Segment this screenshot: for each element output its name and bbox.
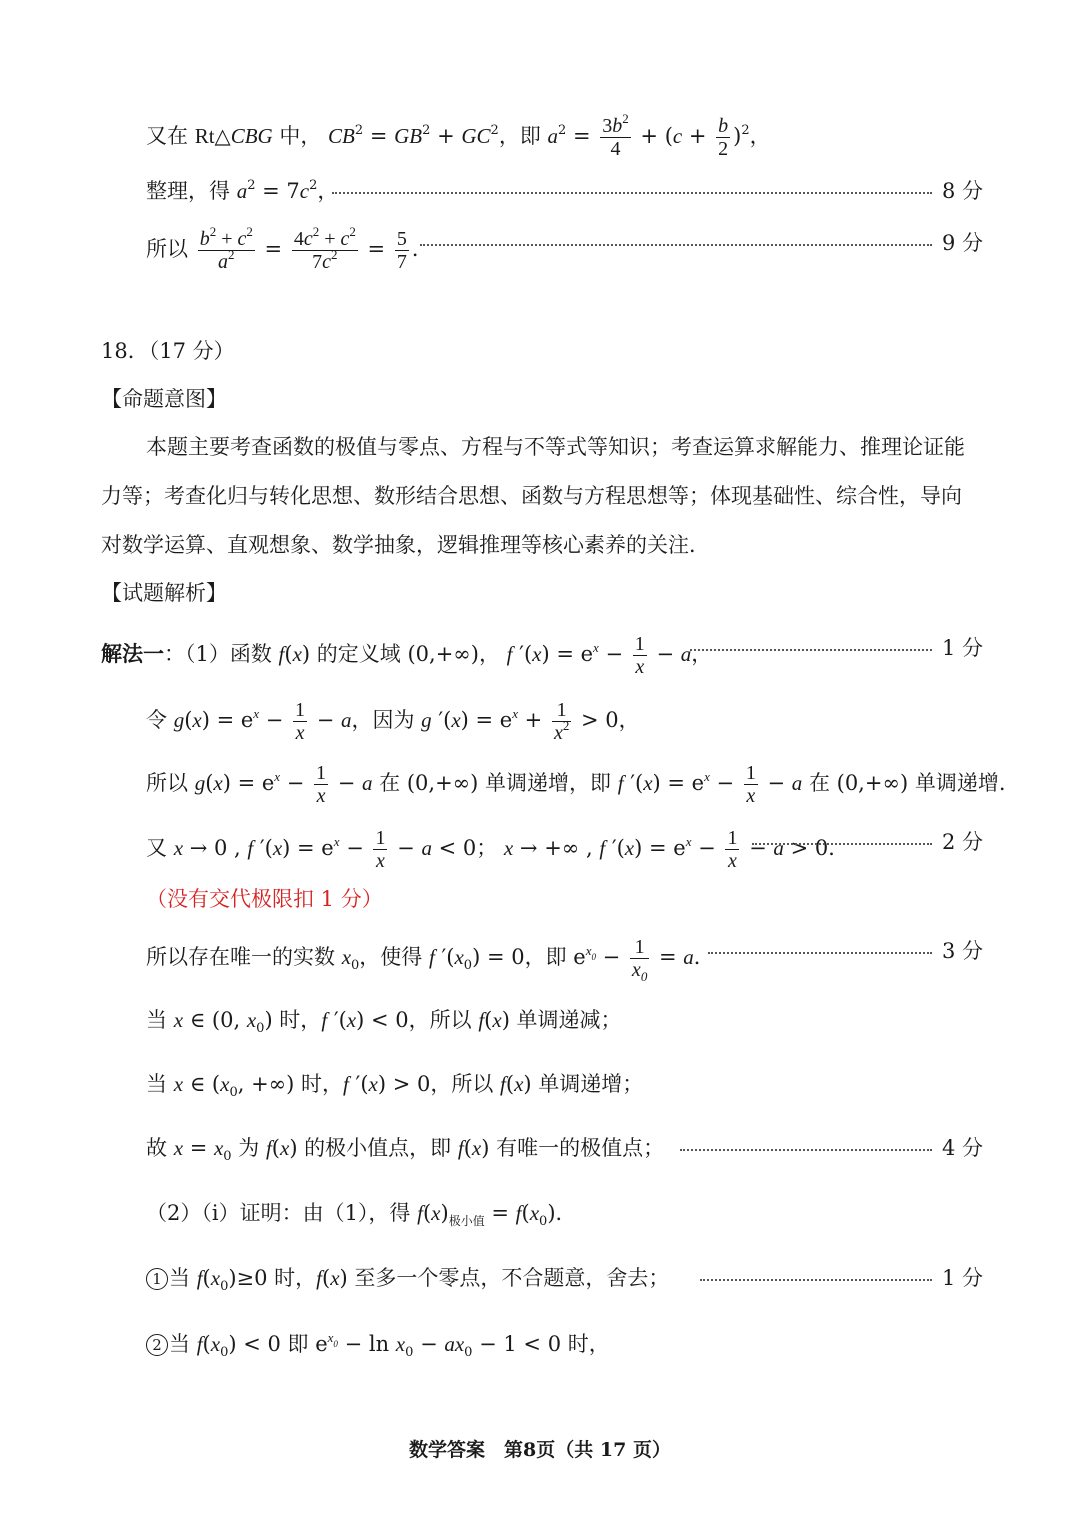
score-4: 4 分	[942, 1136, 984, 1160]
method-label: 解法一	[101, 641, 164, 666]
solution-step-4: 又 x → 0 , f $'(x) = e^x$ − $\frac{1}{x}$ − a < 0； x → +∞ , f $'(x) = e^x$ − $\frac{1}{x}$ − a > 0．	[146, 827, 850, 872]
score-9: 9 分	[942, 231, 984, 255]
case-number-1: 1	[146, 1268, 168, 1290]
solution-step-1: 解法一：（1）函数 f(x) 的定义域 (0,+∞)， f $'(x) = e^x$ − $\frac{1}{x}$ − a，	[101, 633, 713, 678]
score-1-part2: 1 分	[942, 1266, 984, 1290]
leader-dots	[700, 1279, 932, 1281]
question-18-heading: 18．（17 分）	[101, 339, 235, 363]
simplify-line: 整理，得 $a^2 = 7c^2$，	[146, 178, 339, 203]
solution-step-9: 故 $x = x_0$ 为 f(x) 的极小值点，即 f(x) 有唯一的极值点；	[146, 1136, 665, 1164]
leader-dots	[420, 244, 932, 246]
analysis-title: 【试题解析】	[101, 581, 227, 605]
deduction-note: （没有交代极限扣 1 分）	[146, 887, 383, 911]
intent-paragraph-line-2: 力等；考查化归与转化思想、数形结合思想、函数与方程思想等；体现基础性、综合性，导向	[101, 484, 962, 508]
intent-title: 【命题意图】	[101, 387, 227, 411]
leader-dots	[690, 649, 932, 651]
solution-step-10: （2）（i）证明：由（1），得 $f(x)_{极小值} = f(x_0)$．	[146, 1201, 577, 1229]
leader-dots	[752, 843, 932, 845]
score-8: 8 分	[942, 179, 984, 203]
solution-case-1: 1 当 $f(x_0)\ge 0$ 时，f(x) 至多一个零点，不合题意，舍去；	[146, 1263, 669, 1293]
intent-paragraph-line-3: 对数学运算、直观想象、数学抽象，逻辑推理等核心素养的关注．	[101, 533, 710, 557]
solution-step-3: 所以 $g(x) = e^x$ − $\frac{1}{x}$ − a 在 (0,+∞) 单调递增，即 f $'(x) = e^x$ − $\frac{1}{x}$ − a 在 (0,+∞) 单调递增.	[146, 762, 1006, 807]
solution-step-7: 当 x ∈ (0, $x_0$) 时，f ′(x) < 0，所以 f(x) 单调递减；	[146, 1008, 622, 1036]
case-number-2: 2	[146, 1334, 168, 1356]
solution-step-6: 所以存在唯一的实数 $x_0$，使得 f $'(x_0) = 0$，即 $e^{x_0}$ − $\frac{1}{x_0}$ = a．	[146, 936, 715, 984]
solution-case-2: 2 当 $f(x_0) < 0$ 即 $e^{x_0} - \ln x_0 - ax_0 - 1 < 0$ 时，	[146, 1329, 610, 1359]
solution-step-8: 当 x ∈ ($x_0$, +∞) 时，f ′(x) > 0，所以 f(x) 单调递增；	[146, 1072, 644, 1100]
score-3: 3 分	[942, 939, 984, 963]
score-2: 2 分	[942, 830, 984, 854]
page-footer: 数学答案 第8页（共 17 页）	[409, 1439, 671, 1461]
intent-paragraph-line-1: 本题主要考查函数的极值与零点、方程与不等式等知识；考查运算求解能力、推理论证能	[146, 435, 965, 459]
score-1: 1 分	[942, 636, 984, 660]
leader-dots	[332, 192, 932, 194]
triangle-relation-line: 又在 Rt△CBG 中， $CB^2 = GB^2 + GC^2$，即 $a^2$ = $\frac{3b^2}{4}$ + (c + $\frac{b}{2}$ )$^2$，	[146, 111, 771, 160]
solution-step-2: 令 $g(x) = e^x$ − $\frac{1}{x}$ − a，因为 g $'(x) = e^x$ + $\frac{1}{x^2}$ > 0，	[146, 699, 640, 744]
ratio-line: 所以 $\frac{b^2 + c^2}{a^2}$ = $\frac{4c^2 + c^2}{7c^2}$ = $\frac{5}{7}$ ．	[146, 224, 433, 273]
leader-dots	[680, 1149, 932, 1151]
leader-dots	[708, 952, 932, 954]
